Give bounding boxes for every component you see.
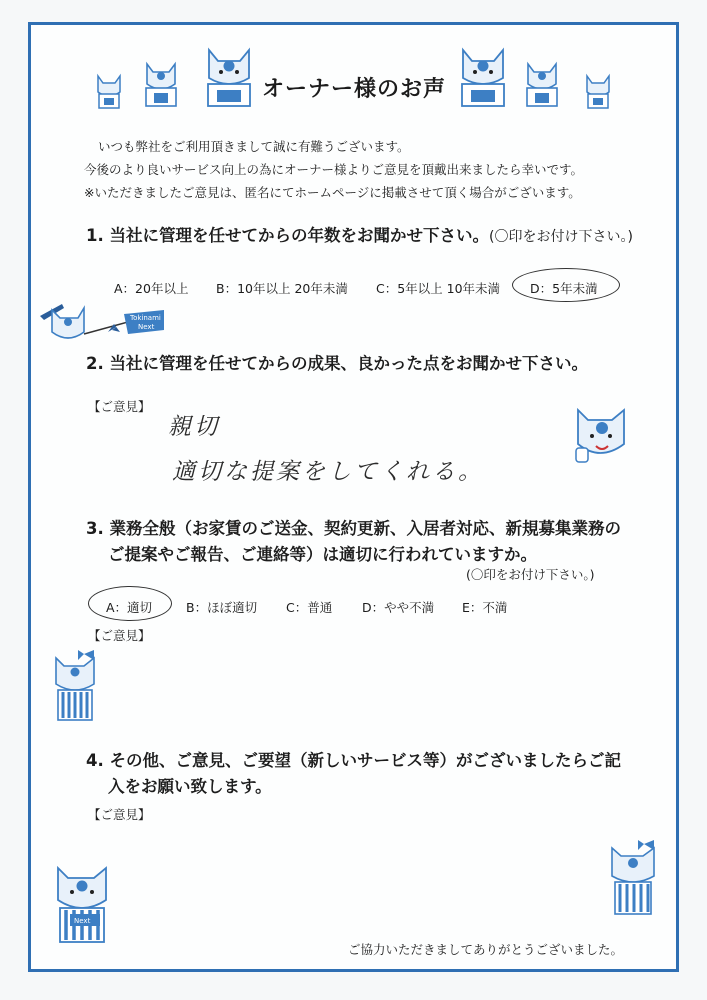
girl-dog-mascot-icon [50,650,100,722]
intro-line: 今後のより良いサービス向上の為にオーナー様よりご意見を頂戴出来ましたら幸いです。 [84,162,584,177]
question-1-text: 1. 当社に管理を任せてからの年数をお聞かせ下さい。 [86,226,489,245]
question-2-text: 2. 当社に管理を任せてからの成果、良かった点をお聞かせ下さい。 [86,354,588,373]
handwritten-answer: 適切な提案をしてくれる。 [172,459,484,485]
q3-option-e[interactable]: E：不満 [462,600,508,615]
question-3-line1: 3. 業務全般（お家賃のご送金、契約更新、入居者対応、新規募集業務の [86,519,621,538]
dog-mascot-icon [581,70,615,110]
dog-mascot-next-icon [52,862,112,946]
handwritten-answer: 親切 [168,414,220,440]
question-1-note: (〇印をお付け下さい。) [489,229,633,245]
svg-text:Next: Next [138,323,155,331]
question-4-line1: 4. その他、ご意見、ご要望（新しいサービス等）がございましたらご記 [86,751,621,770]
q3-option-b[interactable]: B：ほぼ適切 [186,600,258,615]
dog-mascot-icon [92,70,126,110]
opinion-label: 【ご意見】 [88,807,151,822]
question-1 [86,222,633,246]
dog-mascot-icon [203,44,255,110]
q3-option-c[interactable]: C：普通 [286,600,333,615]
q1-option-a[interactable]: A：20年以上 [114,281,189,296]
svg-text:Tokinami: Tokinami [130,314,161,322]
girl-dog-mascot-icon [606,838,660,916]
opinion-label: 【ご意見】 [88,399,151,414]
intro-line: ※いただきましたご意見は、匿名にてホームページに掲載させて頂く場合がございます。 [84,185,581,200]
question-3-line2: ご提案やご報告、ご連絡等）は適切に行われていますか。 [108,545,537,564]
opinion-label: 【ご意見】 [88,628,151,643]
q1-option-b[interactable]: B：10年以上 20年未満 [216,281,348,296]
closing-message: ご協力いただきましてありがとうございました。 [348,942,624,957]
intro-line: いつも弊社をご利用頂きまして誠に有難うございます。 [98,139,410,154]
question-3-note: (〇印をお付け下さい。) [466,567,595,582]
dog-mascot-icon [457,44,509,110]
svg-text:Next: Next [74,917,91,925]
dog-mascot-icon [522,58,562,110]
dog-mascot-flag-icon [38,294,168,350]
thumbs-up-dog-icon [572,404,632,466]
q1-option-c[interactable]: C：5年以上 10年未満 [376,281,501,296]
selected-answer-circle [512,268,620,302]
q3-option-a[interactable]: A：適切 [106,600,153,615]
q3-option-d[interactable]: D：やや不満 [362,600,435,615]
dog-mascot-icon [141,58,181,110]
question-4-line2: 入をお願い致します。 [108,777,272,796]
selected-answer-circle [88,586,172,621]
q1-option-d[interactable]: D：5年未満 [530,281,598,296]
page-title: オーナー様のお声 [262,77,447,102]
